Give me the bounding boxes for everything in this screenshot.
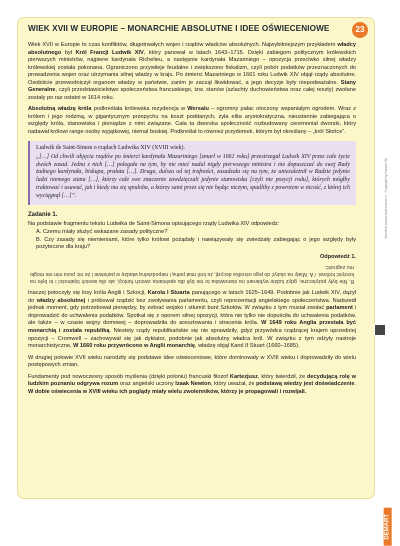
text-span: podkreślała królewska rezydencja w [91, 106, 188, 113]
bold-term: władcy absolutnego [28, 42, 356, 56]
bold-term: Izaak Newton [175, 381, 211, 388]
paragraph-3 [28, 290, 356, 350]
bold-term: Absolutną władzę króla [28, 106, 92, 113]
source-quote-box [28, 141, 356, 206]
page-header [18, 18, 374, 38]
text-span: – ogromny pałac otoczony wspaniałym ogrodem. Wraz z królem i jego rodziną, w gigantycznym przepychu na koszt poddanych, żyła elita arystokratyczna, nieustannie zabiegająca o względy króla, stanowiska i pieniądze z nimi związane. Cała ta dworska społeczność rozbudowany ceremoniał dworski, który nadawał królowi range osoby wyjątkowej, niemal boskiej. Podkreślał to również przydomek, którym był określany – „król Słońce”. [28, 106, 356, 136]
bold-term: W dobie oświecenia w XVIII wieku ich poglądy miały wielu zwolenników, którzy je propagowali i rozwijali. [28, 388, 307, 395]
text-span: . Niestety rządy republikańskie się nie sprawdziły, gdyż przywódca rządzącej krajem uprzedniej opozycji – Cromwell – zachowywał się jak dyktator, podobnie jak absolutny władca król. W związku z tym odżyły nastroje monarchistyczne, [28, 327, 357, 350]
page-content [28, 42, 356, 400]
task-question-a: A. Czemu miały służyć wskazane zasady polityczne? [36, 228, 168, 235]
text-span: , władzę objął Karol II Stuart (1660–1685). [195, 343, 300, 350]
paragraph-5 [28, 374, 356, 397]
page-title: WIEK XVII W EUROPIE – MONARCHIE ABSOLUTNE I IDEE OŚWIECENIOWE [28, 24, 330, 33]
text-span: , który panował w latach 1643–1715. Dzięki zabiegom politycznym królewskich pierwszych ministrów, najpierw kardynała Richelieu, a następnie kardynała Mazariniego – opozycja przeciwko silnej władzy królewskiej została pokonana. Ograniczono przywileje feudalne i zwiększono fiskalizm, czyli pobór podatków przeznaczonych do prowadzenia wojen oraz utrzymania silnej władzy w kraju. Po śmierci Mazariniego w 1661 roku Ludwik XIV objął rządy absolutne. Osobiście przewodniczył organom władzy w państwie, zanim je zaczął likwidować, a jego decyzje były niepodważalne. [28, 49, 356, 86]
quote-source: Ludwik de Saint-Simon o rządach Ludwika XIV (XVIII wiek). [36, 144, 185, 151]
text-span: był [61, 49, 76, 56]
text-span: Inaczej potoczyły się losy króla Anglii i Szkocji, [28, 290, 148, 297]
task-intro: Na podstawie fragmentu tekstu Ludwika de Saint-Simona opisującego rządy Ludwika XIV odpowiedz: [28, 221, 280, 228]
bold-term: Wersalu [187, 106, 209, 113]
text-span: , który twierdził, że [257, 373, 308, 380]
answer-upside-down: B. Nie były pożyteczne, gdyż ludzie wybierani na stanowiska to nie byli dla spełniania swoich funkcji, ale dla swoich lojalności i to było na korzyść królowi. / A. Miały na służyć do jego ośrodka decyzji, że król miał pełną i niepodzielną władzę w państwie i że nic poza nim nie mogło mu zagrozić. [30, 264, 354, 285]
text-span: Fundamenty pod nowoczesny sposób myślenia (dzięki poloniu) francuski filozof [28, 373, 230, 380]
text-span: , który uważał, że [210, 381, 257, 388]
bold-term: podstawą wiedzy jest doświadczenie [256, 381, 355, 388]
bold-term: Karola I Stuarta [147, 290, 190, 297]
bold-term: Kartezjusz [229, 373, 258, 380]
bold-term: Król Francji Ludwik XIV [75, 49, 144, 56]
qr-code-icon [374, 324, 386, 336]
task-question-b: B. Czy zasady się niemieniami, które tylko królowi pożądały i nawiązywały się zwiedzały zabiegając o jego względy były pożyteczne dla kraju? [36, 236, 356, 251]
copyright-note: Wszelkie prawa zastrzeżone © Copyright by Demart SA [384, 158, 388, 239]
task-title: Zadanie 1. [28, 212, 58, 219]
text-span: , czyli przedstawicielstwo społeczeństwa francuskiego, tzw. stanów (szlachty duchowieństwa oraz całej reszty) zwołane zostały po raz ostatni w 1614 roku. [28, 87, 356, 101]
paragraph-1 [28, 42, 356, 102]
text-span: . [354, 381, 356, 388]
bold-term: decydującą rolę w ludzkim poznaniu odgrywa rozum [28, 373, 356, 388]
task-section [28, 211, 356, 284]
bold-term: Stany Generalne [28, 79, 356, 94]
text-span: Wiek XVII w Europie to czas konfliktów, długotrwałych wojen i rządów władców absolutnych. Najwybitniejszym przykładem [28, 42, 338, 48]
bold-term: władzy absolutnej [36, 297, 86, 304]
page-card [18, 18, 391, 540]
paragraph-4: W drugiej połowie XVII wieku narodziły się podstawe idee oświeceniowe, które dominowały w XVIII wieku i doprowadziły do wielu postępowych zmian. [28, 354, 356, 369]
bold-term: W 1649 roku Anglia przestała być monarchią i została republiką [28, 320, 356, 334]
text-span: i doprowadzić do uchwalenia podatków. Spotkał się z oporem silnej opozycji, która nie tylko nie dopuściła do uchwalenia podatków, ale także – w czasie wojny domowej – doprowadziła do aresztowania i stracenia króla. [28, 305, 357, 327]
page-number-badge: 23 [352, 22, 368, 38]
text-span: panującego w latach 1625–1649. Podobnie jak Ludwik XIV, dążył do [28, 290, 356, 304]
text-span: oraz angielski uczony [118, 381, 176, 388]
bold-term: W 1660 roku przywrócono w Anglii monarchię [73, 343, 196, 350]
quote-text: „[…] Od chwili objęcia rządów po śmierci kardynała Mazariniego [zmarł w 1661 roku] przestrzegał Ludwik XIV przez całe życie dwóch zasad. Jedna z nich […] polegała na tym, by nie mieć nadal nigdy pierwszego ministra i nie dopuszczać do swej Rady żadnego kardynała, biskupa, prałata […]. Druga, dalsza od tej trafności, zasadzała się na tym, że uniezależnił w Radzie jedynie ludzi niemego stanu […], którzy całe swe znaczenie zawdzięczali jedynie stanowisku [czyli nie pozycji rodu], których mógłby traktować i usuwać, jak i kiedy mu się spodoba, a którzy sami przez się nie będąc niczym, spadliby z powrotem w nicość, z której ich wyciągnął […]”. [36, 153, 350, 200]
side-strip [374, 158, 391, 540]
bold-term: parlament [326, 305, 353, 312]
paragraph-2 [28, 106, 356, 136]
answer-label: Odpowiedź 1. [319, 253, 356, 260]
text-span: i próbował rządzić bez zwoływania parlamentu, czyli reprezentacji angielskiego społeczeństwa. Nadszedł jednak moment, gdy potrzebował pieniędzy, by zebrać wojsko i stłumić bunt Szkotów. W związku z tym musiał zwołać [28, 297, 356, 312]
task-questions [28, 229, 356, 252]
publisher-brand: DEMART [384, 508, 392, 546]
